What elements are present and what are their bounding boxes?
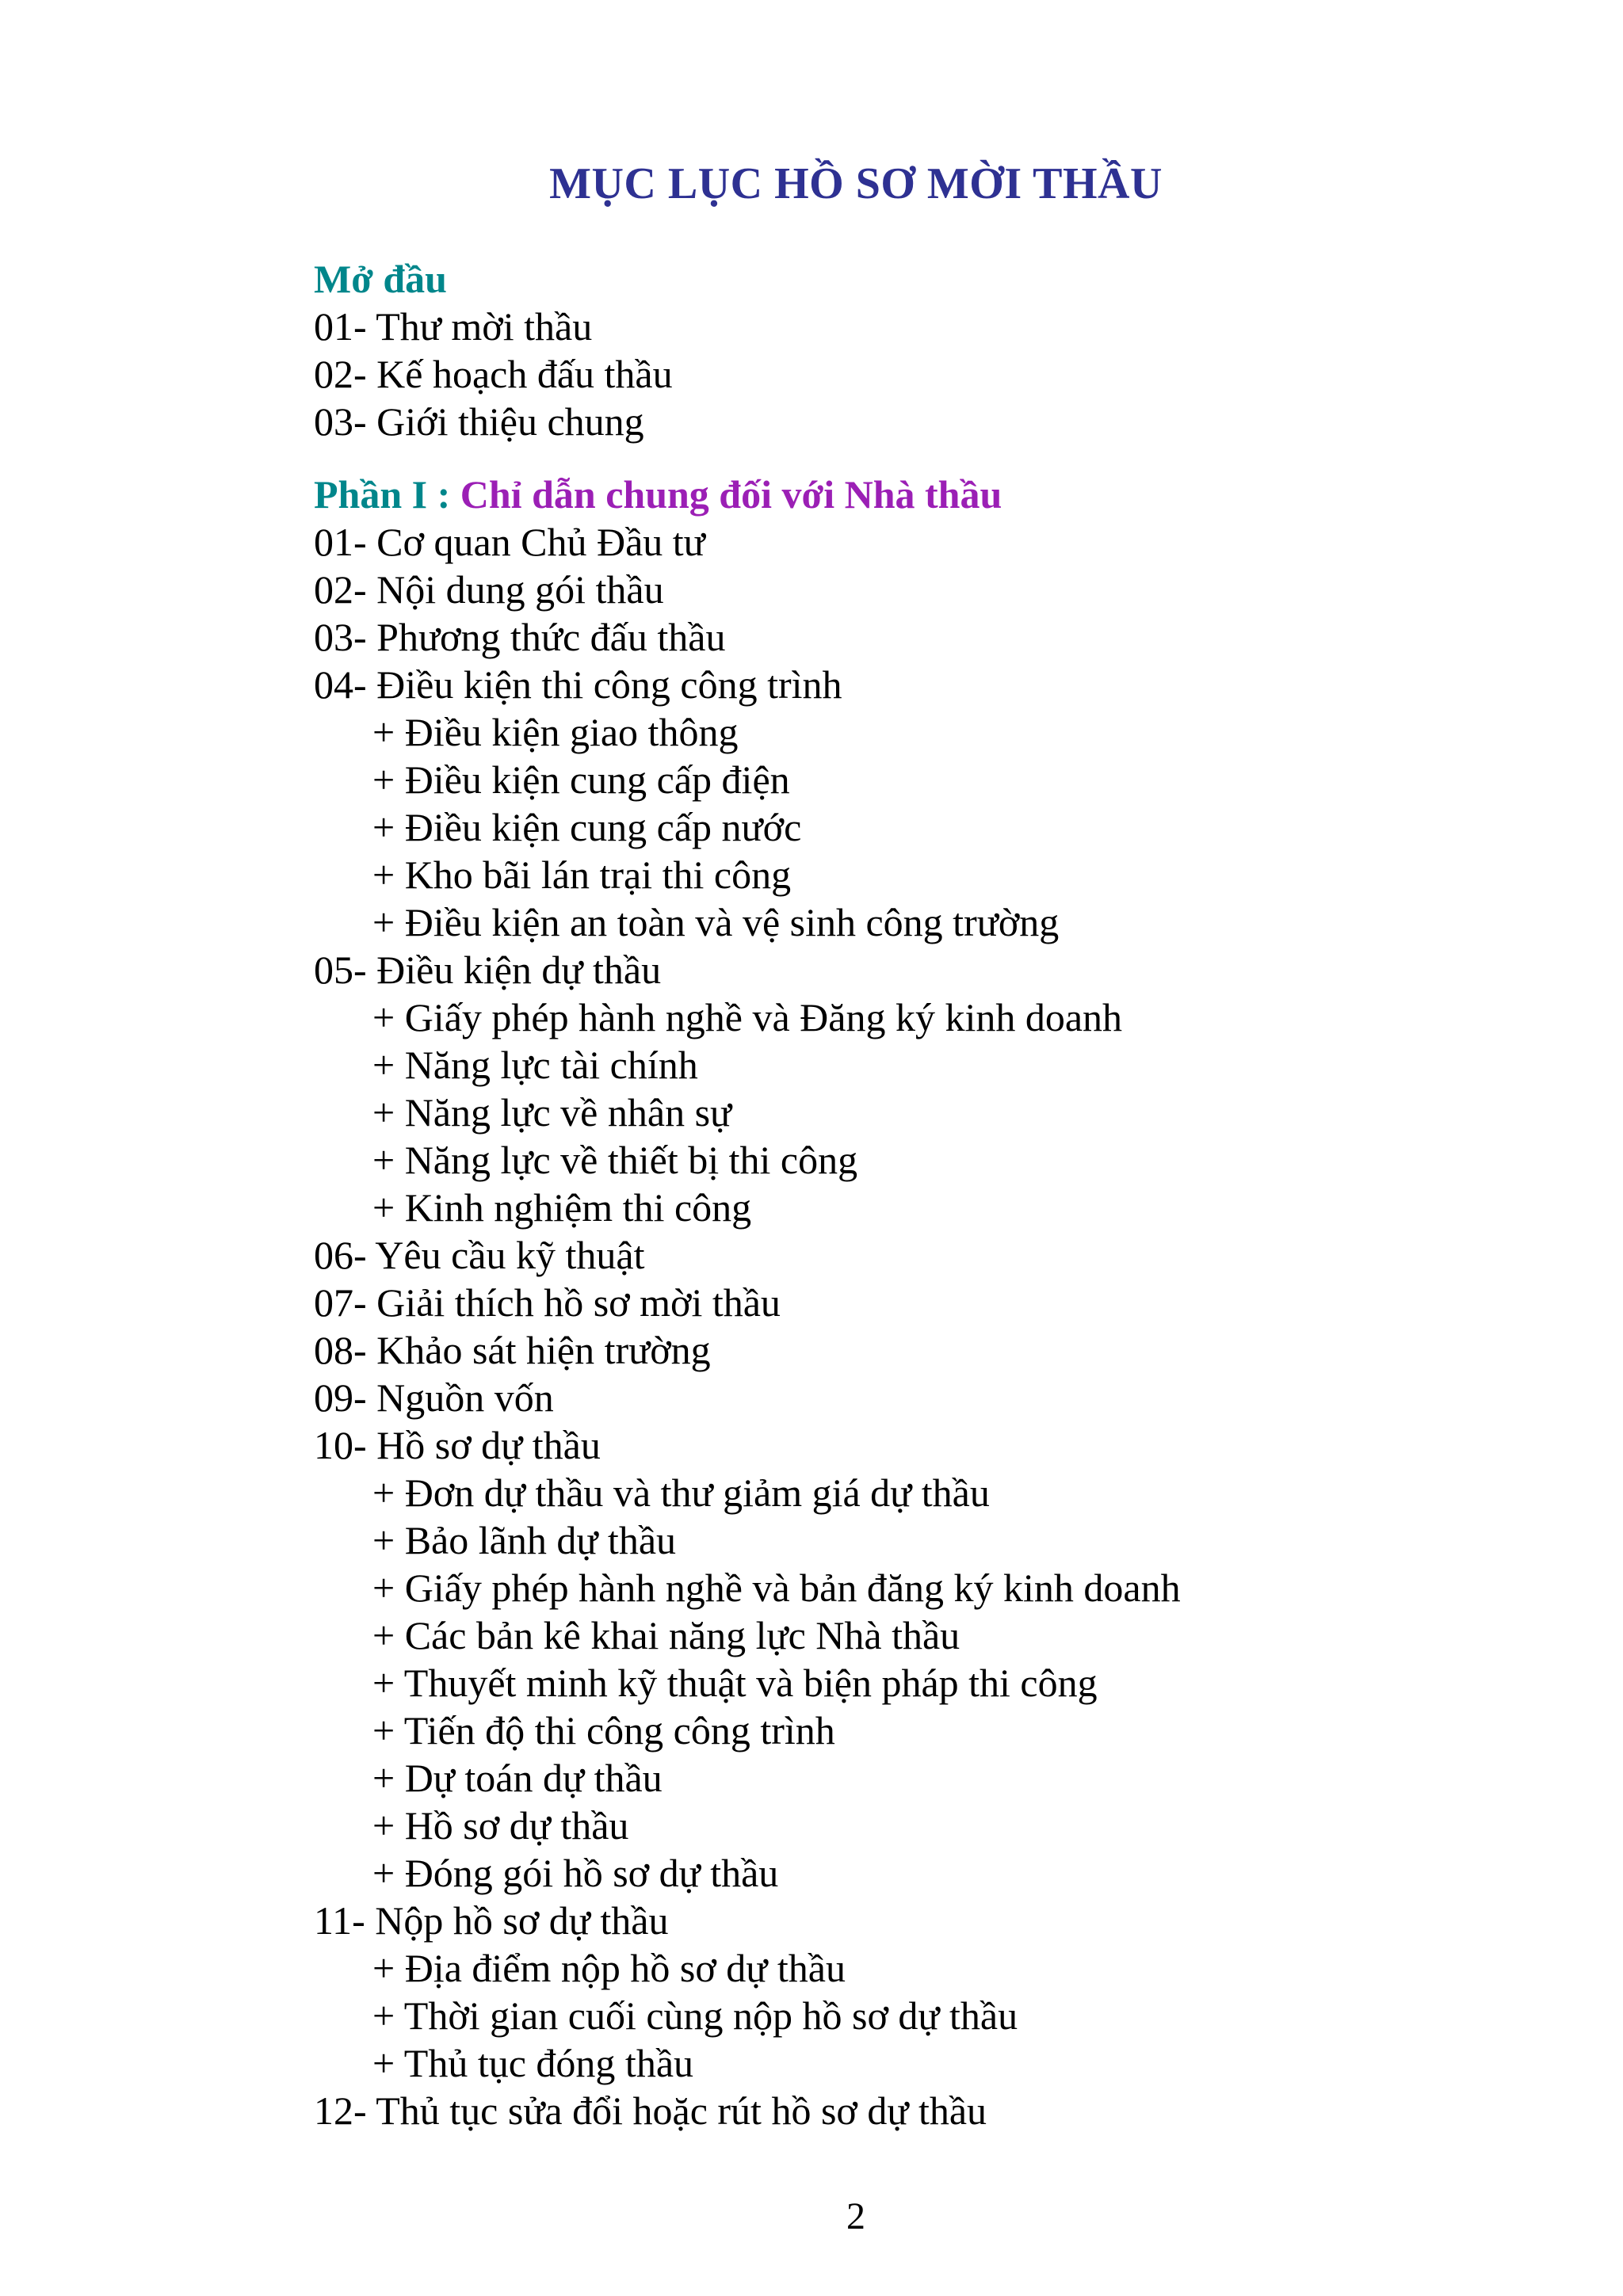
toc-subitem: + Điều kiện cung cấp điện — [372, 757, 790, 802]
toc-subitem: + Dự toán dự thầu — [372, 1756, 663, 1800]
toc-subitem: + Điều kiện an toàn và vệ sinh công trường — [372, 900, 1060, 944]
section-heading-lead: Phần I : — [314, 472, 460, 517]
section-intro — [314, 255, 1598, 445]
toc-subitem: + Thủ tục đóng thầu — [372, 2041, 694, 2085]
toc-subitem: + Thuyết minh kỹ thuật và biện pháp thi công — [372, 1661, 1098, 1705]
toc-subitem: + Tiến độ thi công công trình — [372, 1708, 835, 1753]
toc-subitem: + Hồ sơ dự thầu — [372, 1803, 629, 1848]
toc-item: 06- Yêu cầu kỹ thuật — [314, 1233, 645, 1277]
toc-subitem: + Đơn dự thầu và thư giảm giá dự thầu — [372, 1470, 990, 1515]
section-heading-lead: Mở đầu — [314, 257, 447, 301]
toc-subitem: + Đóng gói hồ sơ dự thầu — [372, 1851, 779, 1895]
section-item-list — [314, 303, 1598, 445]
page-number: 2 — [846, 2195, 865, 2237]
toc-item: 01- Thư mời thầu — [314, 304, 593, 349]
toc-item: 02- Nội dung gói thầu — [314, 567, 664, 612]
toc-item: 07- Giải thích hồ sơ mời thầu — [314, 1280, 781, 1325]
toc-item: 09- Nguồn vốn — [314, 1375, 554, 1420]
toc-item: 01- Cơ quan Chủ Đầu tư — [314, 520, 705, 564]
table-of-contents — [314, 255, 1598, 2134]
section-spacer — [314, 445, 1598, 471]
toc-item: 05- Điều kiện dự thầu — [314, 948, 662, 992]
toc-item: 12- Thủ tục sửa đổi hoặc rút hồ sơ dự thầu — [314, 2088, 987, 2133]
toc-subitem: + Năng lực tài chính — [372, 1043, 698, 1087]
toc-item: 02- Kế hoạch đấu thầu — [314, 352, 673, 396]
toc-subitem: + Thời gian cuối cùng nộp hồ sơ dự thầu — [372, 1993, 1018, 2038]
toc-item: 03- Phương thức đấu thầu — [314, 615, 726, 659]
toc-subitem: + Năng lực về thiết bị thi công — [372, 1138, 858, 1182]
section-heading — [314, 255, 1598, 303]
section-heading — [314, 471, 1598, 518]
toc-subitem: + Kho bãi lán trại thi công — [372, 852, 792, 897]
toc-subitem: + Điều kiện giao thông — [372, 710, 739, 754]
toc-item: 03- Giới thiệu chung — [314, 399, 644, 444]
toc-subitem: + Giấy phép hành nghề và Đăng ký kinh doanh — [372, 995, 1123, 1039]
toc-subitem: + Điều kiện cung cấp nước — [372, 805, 802, 849]
section-heading-rest: Chỉ dẫn chung đối với Nhà thầu — [460, 472, 1002, 517]
toc-subitem: + Năng lực về nhân sự — [372, 1090, 732, 1135]
toc-item: 10- Hồ sơ dự thầu — [314, 1423, 601, 1467]
toc-item: 08- Khảo sát hiện trường — [314, 1328, 711, 1372]
toc-subitem: + Các bản kê khai năng lực Nhà thầu — [372, 1613, 960, 1657]
toc-item: 04- Điều kiện thi công công trình — [314, 662, 842, 707]
toc-subitem: + Bảo lãnh dự thầu — [372, 1518, 677, 1562]
section-item-list — [314, 518, 1598, 2134]
toc-item: 11- Nộp hồ sơ dự thầu — [314, 1898, 669, 1943]
section-part-1 — [314, 471, 1598, 2134]
toc-subitem: + Giấy phép hành nghề và bản đăng ký kinh doanh — [372, 1566, 1181, 1610]
page-title: MỤC LỤC HỒ SƠ MỜI THẦU — [549, 159, 1163, 208]
toc-subitem: + Kinh nghiệm thi công — [372, 1185, 752, 1230]
toc-subitem: + Địa điểm nộp hồ sơ dự thầu — [372, 1946, 846, 1990]
